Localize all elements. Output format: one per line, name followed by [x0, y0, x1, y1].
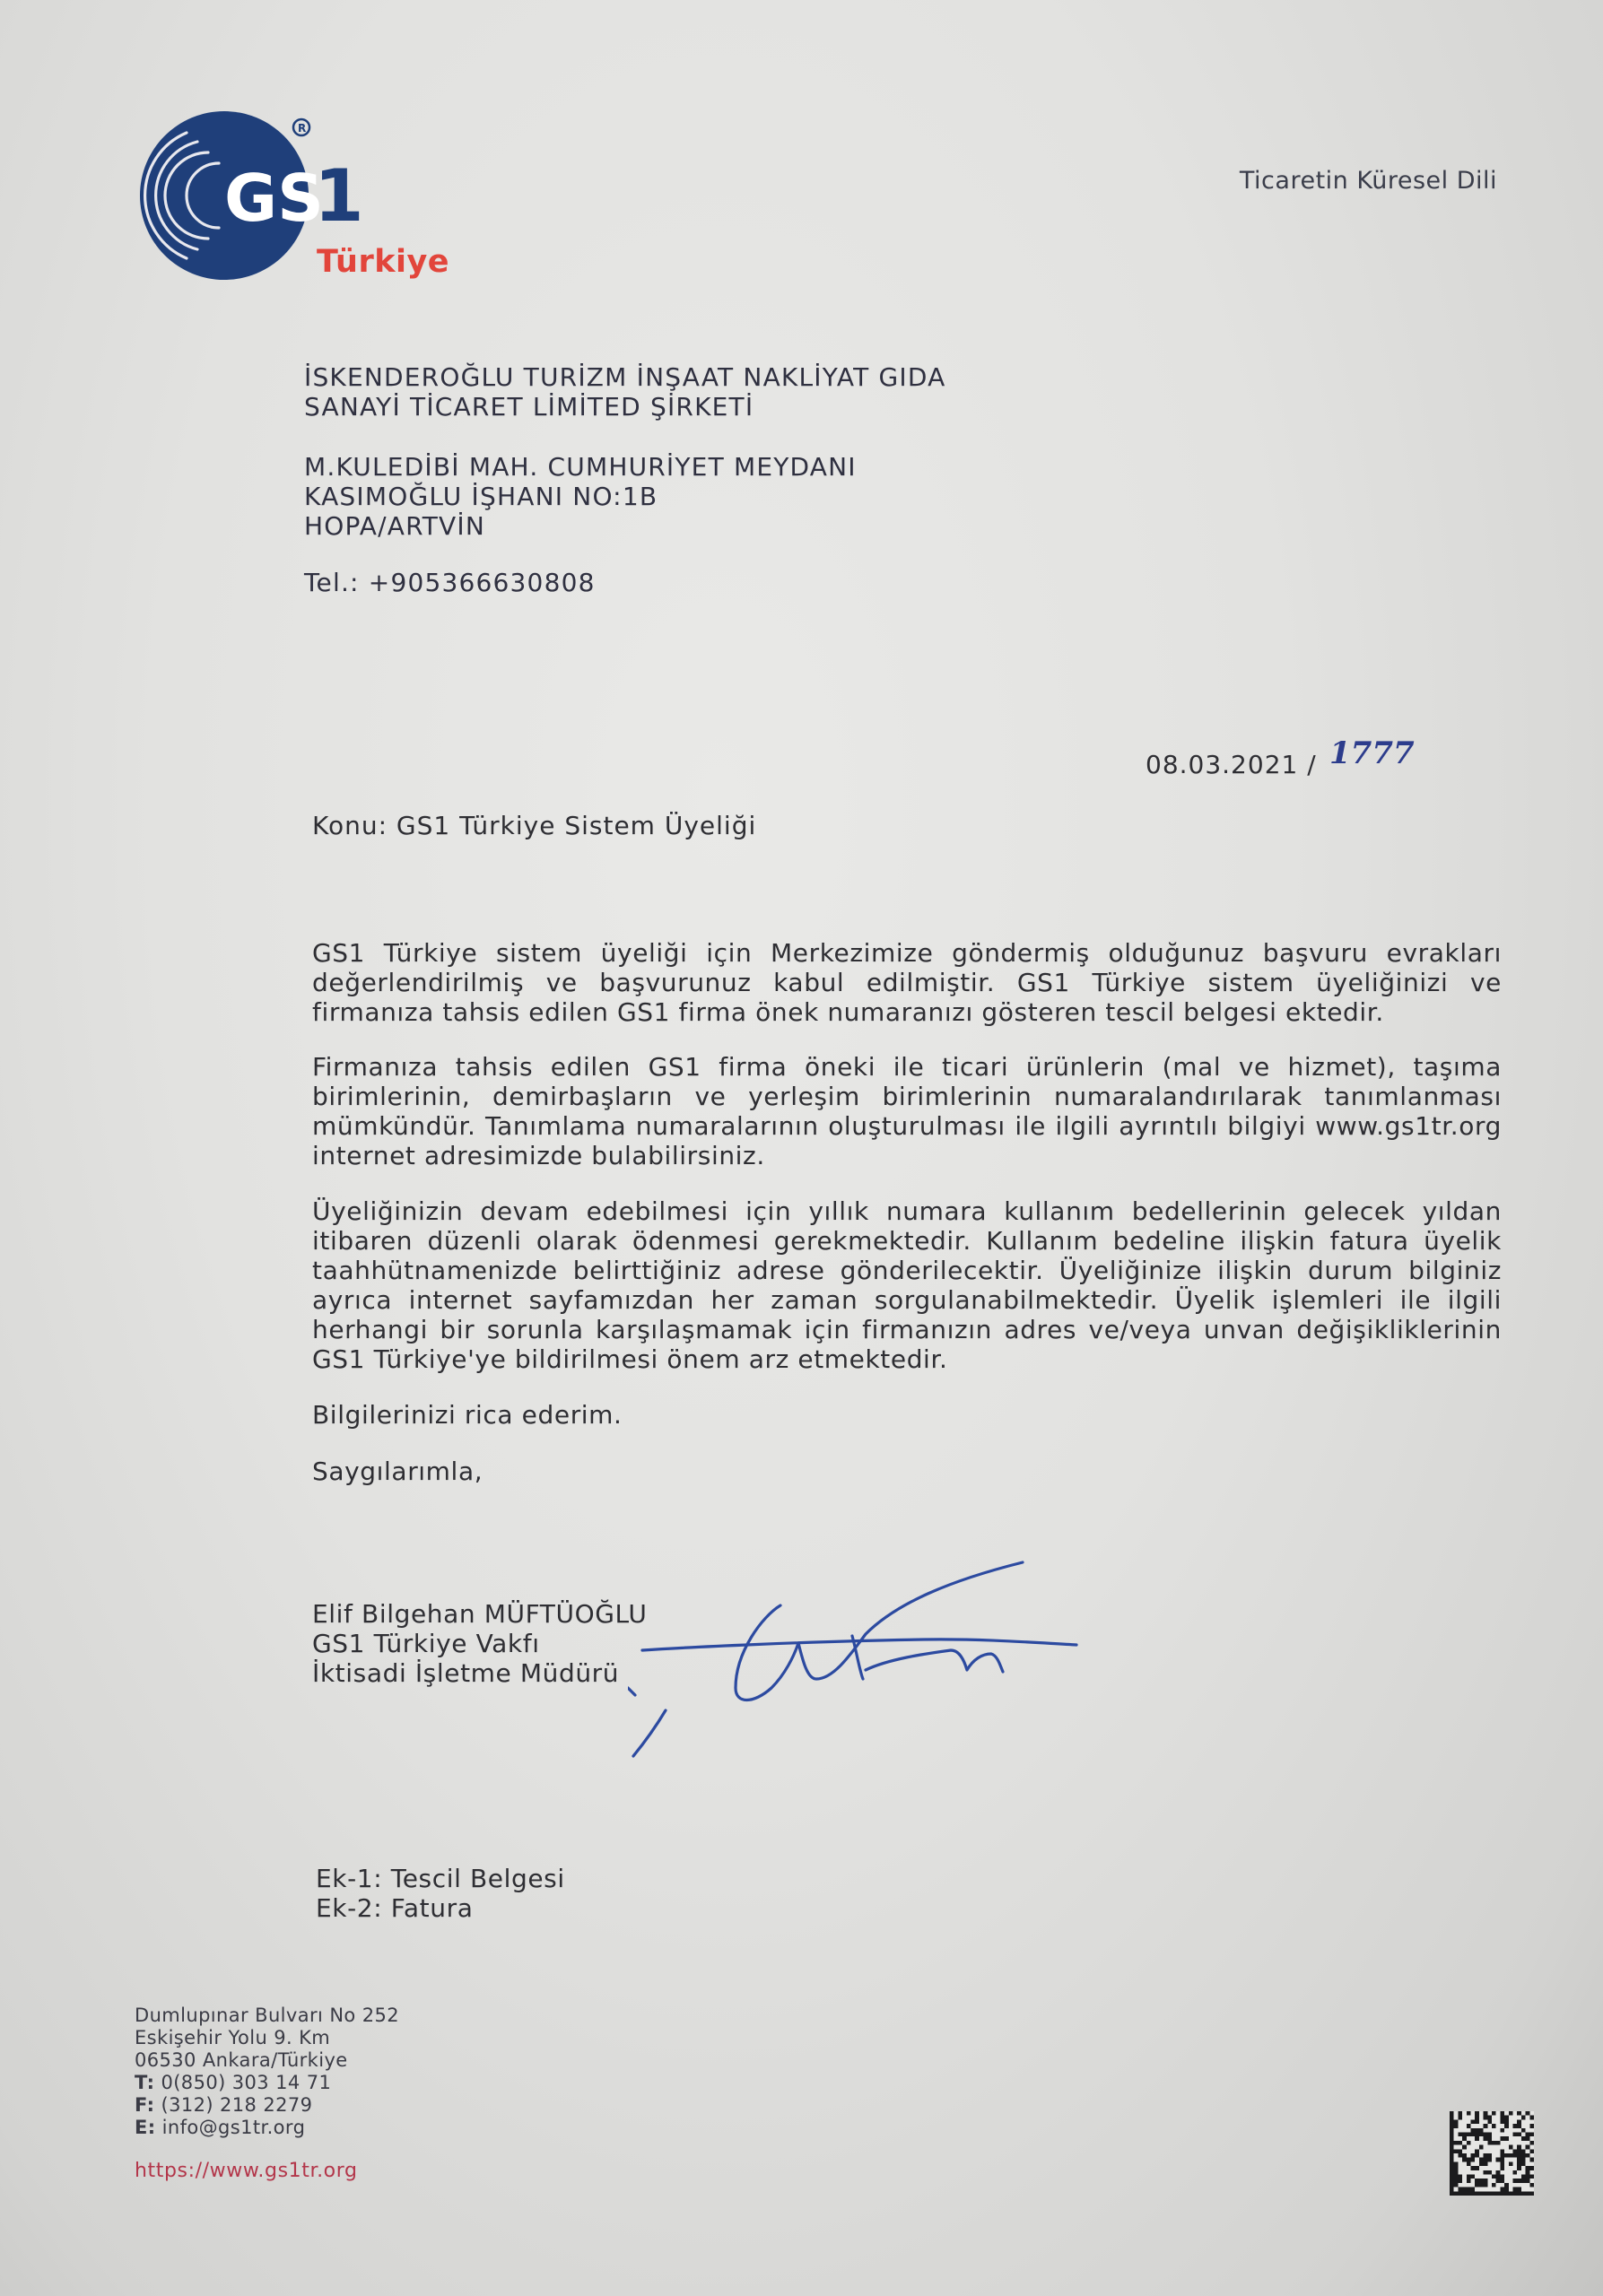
closing-regards: Saygılarımla, [312, 1457, 484, 1486]
footer-phone: 0(850) 303 14 71 [161, 2072, 332, 2093]
svg-text:GS: GS [224, 161, 324, 236]
handwritten-signature [628, 1553, 1094, 1760]
footer-fax-label: F: [135, 2094, 155, 2116]
footer-fax: (312) 218 2279 [161, 2094, 313, 2116]
signer-title: İktisadi İşletme Müdürü [312, 1658, 620, 1688]
footer-website-link[interactable]: https://www.gs1tr.org [135, 2160, 358, 2182]
enclosure-2: Ek-2: Fatura [316, 1893, 474, 1923]
body-paragraph-3: Üyeliğinizin devam edebilmesi için yıllık numara kullanım bedellerinin gelecek yıldan itibaren düzenli olarak ödenmesi gerekmektedir. Kullanım bedeline ilişkin fatura üyelik taahhütnamenizde belirttiğiniz adrese gönderilecektir. Üyeliğinize ilişkin durum bilginiz ayrıca internet sayfamızdan her zaman sorgulanabilmektedir. Üyelik işlemleri ile ilgili herhangi bir sorunla karşılaşmamak için firmanızın adres ve/veya unvan değişikliklerinin GS1 Türkiye'ye bildirilmesi önem arz etmektedir. [312, 1196, 1502, 1374]
recipient-address-line2: KASIMOĞLU İŞHANI NO:1B [304, 482, 658, 511]
handwritten-reference-number: 1777 [1329, 735, 1415, 771]
footer-address-line3: 06530 Ankara/Türkiye [135, 2049, 348, 2071]
svg-text:R: R [298, 122, 307, 135]
recipient-block [304, 362, 945, 597]
closing-request: Bilgilerinizi rica ederim. [312, 1400, 623, 1430]
footer-contact [135, 2005, 399, 2139]
body-paragraph-2: Firmanıza tahsis edilen GS1 firma öneki ile ticari ürünlerin (mal ve hizmet), taşıma birimlerinin, demirbaşların ve yerleşim birimlerinin numaralandırılarak tanımlanması mümkündür. Tanımlama numaralarının oluşturulması ile ilgili ayrıntılı bilgiyi www.gs1tr.org internet adresimizde bulabilirsiniz. [312, 1052, 1502, 1170]
svg-text:1: 1 [314, 154, 364, 238]
signer-block [312, 1599, 647, 1688]
slogan: Ticaretin Küresel Dili [1239, 167, 1497, 195]
footer-email-row [135, 2117, 399, 2139]
recipient-address-line3: HOPA/ARTVİN [304, 511, 486, 541]
footer-email: info@gs1tr.org [161, 2117, 306, 2138]
letter-date: 08.03.2021 / [1146, 750, 1317, 779]
footer-address-line2: Eskişehir Yolu 9. Km [135, 2027, 331, 2048]
recipient-name-line2: SANAYİ TİCARET LİMİTED ŞİRKETİ [304, 392, 754, 422]
signer-name: Elif Bilgehan MÜFTÜOĞLU [312, 1599, 648, 1629]
logo-region-text: Türkiye [317, 244, 450, 280]
footer-email-label: E: [135, 2117, 156, 2138]
recipient-address-line1: M.KULEDİBİ MAH. CUMHURİYET MEYDANI [304, 452, 857, 482]
footer-phone-row [135, 2072, 399, 2094]
datamatrix-code-icon [1450, 2111, 1534, 2196]
enclosures-block [316, 1864, 565, 1923]
footer-fax-row [135, 2094, 399, 2117]
letter-subject: Konu: GS1 Türkiye Sistem Üyeliği [312, 811, 757, 840]
body-paragraph-1: GS1 Türkiye sistem üyeliği için Merkezimize göndermiş olduğunuz başvuru evrakları değerlendirilmiş ve başvurunuz kabul edilmiştir. GS1 Türkiye sistem üyeliğinizi ve firmanıza tahsis edilen GS1 firma önek numaranızı gösteren tescil belgesi ektedir. [312, 938, 1502, 1027]
footer-phone-label: T: [135, 2072, 155, 2093]
recipient-tel: Tel.: +905366630808 [304, 568, 596, 597]
enclosure-1: Ek-1: Tescil Belgesi [316, 1864, 565, 1893]
footer-address-line1: Dumlupınar Bulvarı No 252 [135, 2005, 400, 2026]
recipient-name-line1: İSKENDEROĞLU TURİZM İNŞAAT NAKLİYAT GIDA [304, 362, 946, 392]
signer-organization: GS1 Türkiye Vakfı [312, 1629, 540, 1658]
